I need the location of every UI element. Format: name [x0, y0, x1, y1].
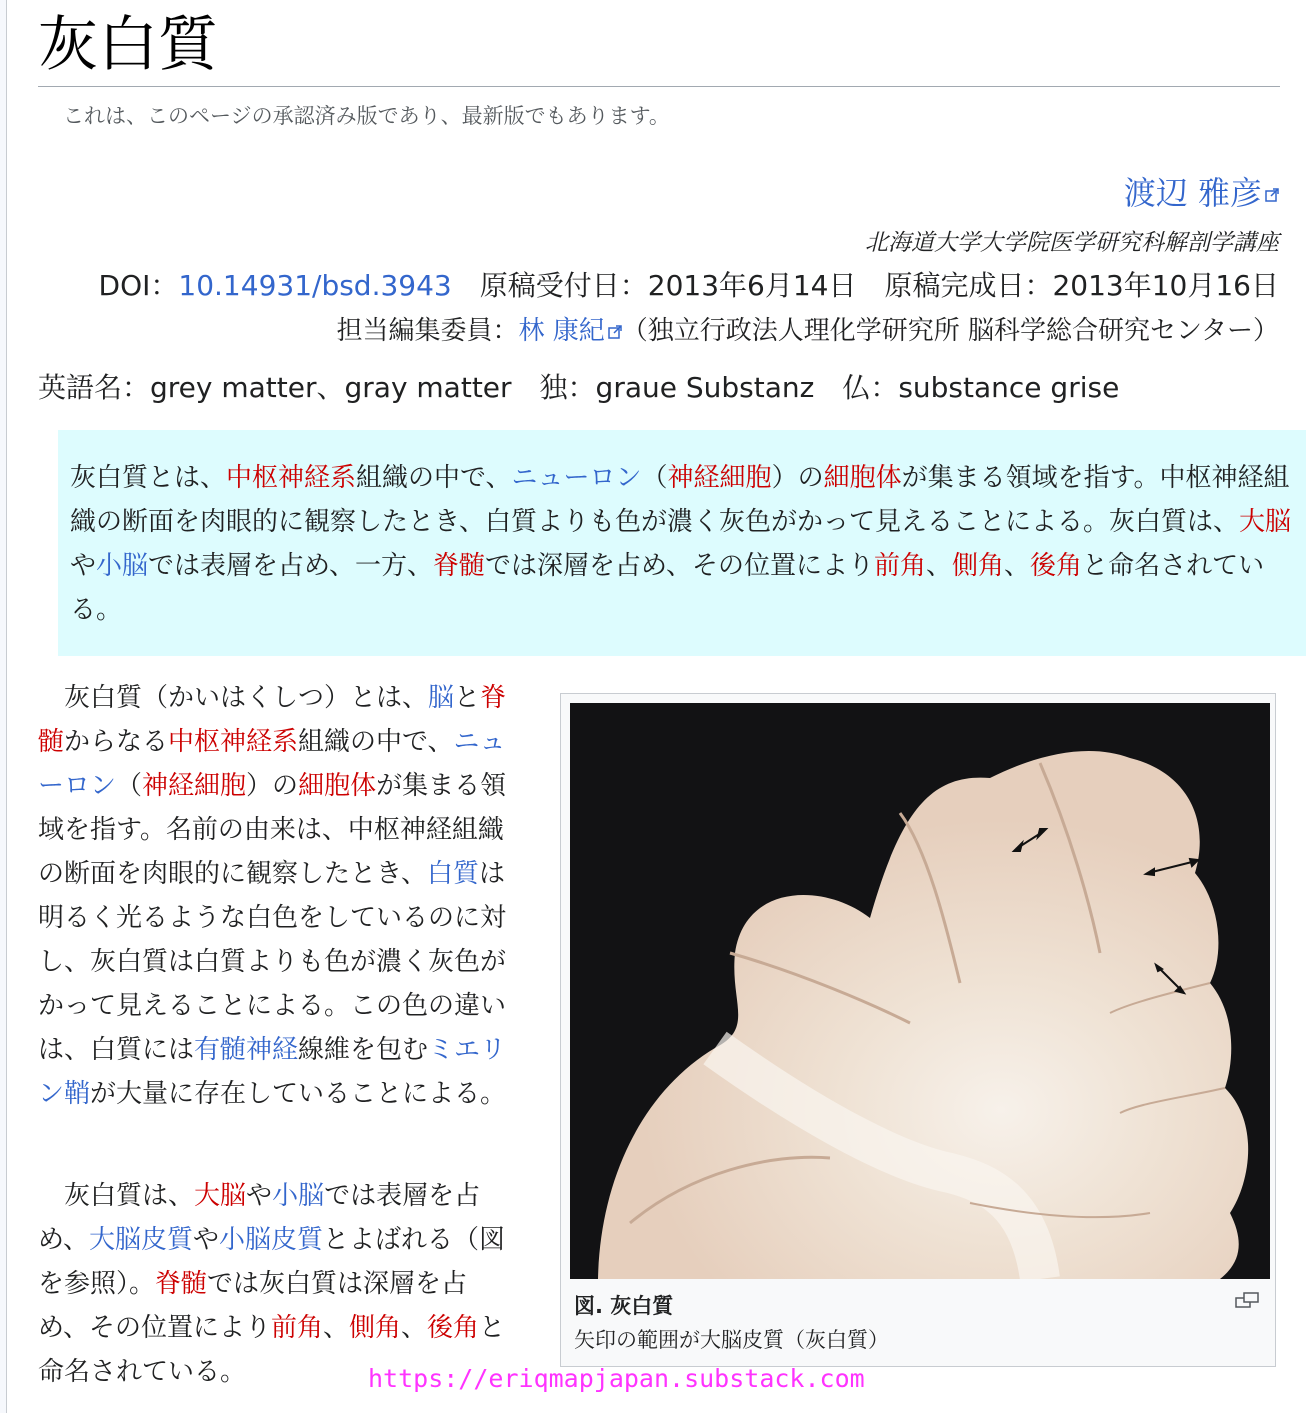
link-posterior-horn[interactable]: 後角: [427, 1313, 480, 1343]
doi-link[interactable]: 10.14931/bsd.3943: [178, 269, 452, 302]
link-cns[interactable]: 中枢神経系: [168, 727, 299, 757]
link-brain[interactable]: 脳: [428, 683, 455, 713]
link-spinal-cord[interactable]: 脊髄: [433, 551, 486, 581]
external-link-icon: [1265, 188, 1279, 202]
link-cerebellum[interactable]: 小脳: [272, 1181, 325, 1211]
author-line: [1124, 168, 1279, 214]
paragraph-text: と命名されている。: [38, 1313, 506, 1387]
summary-text: と命名されている。: [70, 551, 1265, 625]
link-myelinated-nerve[interactable]: 有髄神経: [194, 1035, 299, 1065]
paragraph-text: 組織の中で、: [298, 727, 454, 757]
link-cerebellar-cortex[interactable]: 小脳皮質: [219, 1225, 324, 1255]
link-anterior-horn[interactable]: 前角: [873, 551, 926, 581]
summary-text: では深層を占め、その位置により: [485, 551, 874, 581]
paragraph-text: （: [116, 771, 143, 801]
approval-notice: これは、このページの承認済み版であり、最新版でもあります。: [63, 104, 670, 128]
brain-section-image: [570, 703, 1270, 1279]
link-cerebrum[interactable]: 大脳: [1238, 507, 1291, 537]
summary-text: 灰白質とは、: [70, 463, 227, 493]
paragraph-text: とよばれる（図を参照）。: [38, 1225, 506, 1299]
paragraph-text: や: [246, 1181, 273, 1211]
paragraph-text: が大量に存在していることによる。: [90, 1079, 507, 1109]
summary-text: が集まる領域を指す。中枢神経組織の断面を肉眼的に観察したとき、白質よりも色が濃く灰色がかって見えることによる。灰白質は、: [70, 463, 1290, 537]
link-white-matter[interactable]: 白質: [426, 859, 479, 889]
link-cerebral-cortex[interactable]: 大脳皮質: [88, 1225, 193, 1255]
paragraph-1: [38, 676, 516, 1116]
paragraph-text: では灰白質は深層を占め、その位置により: [38, 1269, 468, 1343]
summary-box: [58, 430, 1306, 656]
editor-affiliation: （独立行政法人理化学研究所 脳科学総合研究センター）: [621, 316, 1279, 346]
paragraph-text: 、: [401, 1313, 428, 1343]
paragraph-text: 線維を包む: [298, 1035, 429, 1065]
editor-link[interactable]: 林 康紀: [518, 316, 605, 346]
link-neuron[interactable]: ニューロン: [38, 727, 506, 801]
link-lateral-horn[interactable]: 側角: [349, 1313, 402, 1343]
author-affiliation: 北海道大学大学院医学研究科解剖学講座: [865, 230, 1279, 256]
figure-thumb: [560, 693, 1276, 1367]
paragraph-2: [38, 1174, 516, 1394]
link-nerve-cell[interactable]: 神経細胞: [142, 771, 247, 801]
summary-text: 、: [926, 551, 953, 581]
summary-text: 組織の中で、: [356, 463, 512, 493]
summary-text: 、: [1004, 551, 1031, 581]
link-cerebellum[interactable]: 小脳: [96, 551, 149, 581]
link-spinal-cord[interactable]: 脊髄: [155, 1269, 208, 1299]
page-title: 灰白質: [38, 10, 218, 80]
paragraph-text: や: [192, 1225, 219, 1255]
paragraph-text: 灰白質は、: [64, 1181, 195, 1211]
paragraph-text: が集まる領域を指す。名前の由来は、中枢神経組織の断面を肉眼的に観察したとき、: [38, 771, 507, 889]
link-cell-body[interactable]: 細胞体: [823, 463, 902, 493]
english-names: 英語名：grey matter、gray matter 独：graue Substanz 仏：substance grise: [38, 371, 1120, 404]
doi-label: DOI：: [98, 269, 179, 302]
paragraph-text: からなる: [64, 727, 169, 757]
received-date: 原稿受付日：2013年6月14日: [479, 269, 857, 302]
title-divider: [38, 86, 1280, 87]
link-lateral-horn[interactable]: 側角: [952, 551, 1005, 581]
summary-text: では表層を占め、一方、: [148, 551, 433, 581]
doi-line: [99, 264, 1279, 304]
figure-caption-text: 矢印の範囲が大脳皮質（灰白質）: [574, 1328, 889, 1352]
external-link-icon: [608, 325, 622, 339]
link-cell-body[interactable]: 細胞体: [298, 771, 377, 801]
link-nerve-cell[interactable]: 神経細胞: [667, 463, 772, 493]
enlarge-icon[interactable]: [1235, 1292, 1259, 1308]
link-cns[interactable]: 中枢神経系: [226, 463, 357, 493]
editor-line: [336, 310, 1279, 347]
paragraph-text: 、: [322, 1313, 349, 1343]
link-myelin-sheath[interactable]: ミエリン鞘: [38, 1035, 507, 1109]
summary-text: ）の: [771, 463, 824, 493]
link-cerebrum[interactable]: 大脳: [194, 1181, 247, 1211]
figure-image[interactable]: [570, 703, 1270, 1279]
link-anterior-horn[interactable]: 前角: [270, 1313, 323, 1343]
link-neuron[interactable]: ニューロン: [511, 463, 642, 493]
figure-caption-title: 図. 灰白質: [574, 1294, 674, 1318]
watermark-url: https://eriqmapjapan.substack.com: [368, 1364, 865, 1393]
paragraph-text: では表層を占め、: [38, 1181, 481, 1255]
summary-text: （: [641, 463, 668, 493]
link-spinal-cord[interactable]: 脊髄: [38, 683, 507, 757]
page-left-border: [0, 0, 7, 1413]
paragraph-text: と: [454, 683, 481, 713]
completed-date: 原稿完成日：2013年10月16日: [884, 269, 1279, 302]
summary-text: や: [70, 551, 97, 581]
link-posterior-horn[interactable]: 後角: [1030, 551, 1083, 581]
author-link[interactable]: 渡辺 雅彦: [1123, 174, 1262, 212]
editor-label: 担当編集委員：: [336, 316, 519, 346]
paragraph-text: 灰白質（かいはくしつ）とは、: [64, 683, 429, 713]
paragraph-text: は明るく光るような白色をしているのに対し、灰白質は白質よりも色が濃く灰色がかって見えることによる。この色の違いは、白質には: [38, 859, 507, 1065]
paragraph-text: ）の: [246, 771, 299, 801]
